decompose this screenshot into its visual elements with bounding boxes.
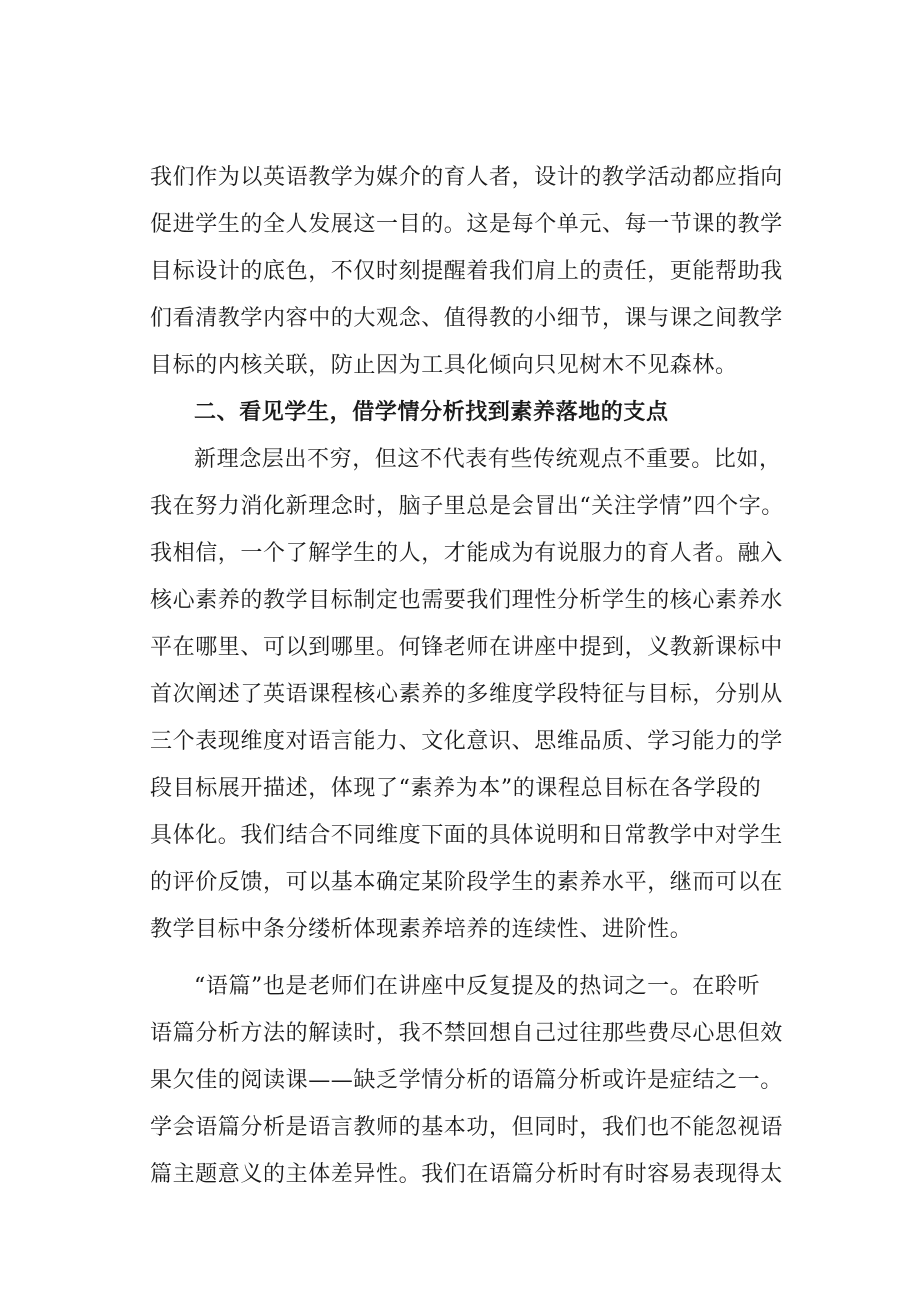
paragraph-line: 三个表现维度对语言能力、文化意识、思维品质、学习能力的学 [150,729,783,754]
paragraph-line: 我在努力消化新理念时，脑子里总是会冒出“关注学情”四个字。 [150,494,784,519]
paragraph-line: 平在哪里、可以到哪里。何锋老师在讲座中提到，义教新课标中 [150,635,783,660]
paragraph-line: 核心素养的教学目标制定也需要我们理性分析学生的核心素养水 [150,588,783,613]
paragraph-line: 教学目标中条分缕析体现素养培养的连续性、进阶性。 [150,917,693,942]
paragraph-2 [150,436,810,953]
paragraph-line: 具体化。我们结合不同维度下面的具体说明和日常教学中对学生 [150,823,783,848]
paragraph-line: 目标设计的底色，不仅时刻提醒着我们肩上的责任，更能帮助我 [150,259,783,284]
paragraph-line: 促进学生的全人发展这一目的。这是每个单元、每一节课的教学 [150,212,783,237]
paragraph-line: 果欠佳的阅读课——缺乏学情分析的语篇分析或许是症结之一。 [150,1068,783,1093]
paragraph-line: 我们作为以英语教学为媒介的育人者，设计的教学活动都应指向 [150,165,783,190]
paragraph-line: 们看清教学内容中的大观念、值得教的小细节，课与课之间教学 [150,306,783,331]
paragraph-spacer [150,953,810,963]
paragraph-line: 语篇分析方法的解读时，我不禁回想自己过往那些费尽心思但效 [150,1021,783,1046]
paragraph-3 [150,963,810,1198]
paragraph-line: 段目标展开描述，体现了“素养为本”的课程总目标在各学段的 [150,776,762,801]
paragraph-line: 篇主题意义的主体差异性。我们在语篇分析时有时容易表现得太 [150,1162,783,1187]
paragraph-line: 我相信，一个了解学生的人，才能成为有说服力的育人者。融入 [150,541,783,566]
paragraph-line: 首次阐述了英语课程核心素养的多维度学段特征与目标，分别从 [150,682,783,707]
paragraph-line: “语篇”也是老师们在讲座中反复提及的热词之一。在聆听 [194,974,761,999]
paragraph-1 [150,154,810,389]
paragraph-line: 新理念层出不穷，但这不代表有些传统观点不重要。比如， [194,447,782,472]
paragraph-line: 的评价反馈，可以基本确定某阶段学生的素养水平，继而可以在 [150,870,783,895]
text-column [150,154,810,1198]
section-heading: 二、看见学生，借学情分析找到素养落地的支点 [194,400,669,425]
paragraph-line: 目标的内核关联，防止因为工具化倾向只见树木不见森林。 [150,353,738,378]
paragraph-line: 学会语篇分析是语言教师的基本功，但同时，我们也不能忽视语 [150,1115,783,1140]
